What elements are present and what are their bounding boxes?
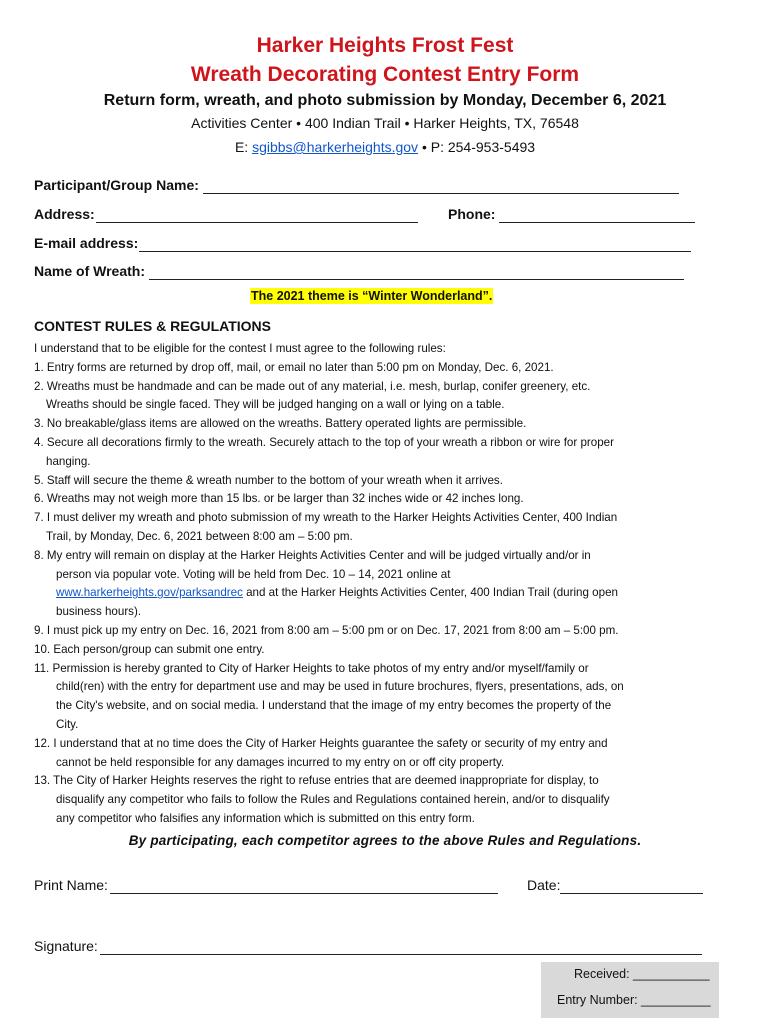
rules-heading: CONTEST RULES & REGULATIONS — [34, 318, 271, 334]
rule-6: 6. Wreaths may not weigh more than 15 lbs. or be larger than 32 inches wide or 42 inches long. — [34, 492, 524, 506]
rule-11-cont-3: City. — [56, 717, 79, 731]
contact-info — [0, 138, 770, 156]
address-label: Address: — [34, 206, 95, 222]
rule-5: 5. Staff will secure the theme & wreath number to the bottom of your wreath when it arrives. — [34, 473, 503, 487]
rule-4: 4. Secure all decorations firmly to the wreath. Securely attach to the top of your wreath a ribbon or wire for proper — [34, 435, 614, 449]
email-input-line[interactable] — [139, 237, 691, 252]
print-name-field — [34, 876, 498, 894]
date-field — [527, 876, 703, 894]
wreath-name-label: Name of Wreath: — [34, 263, 145, 279]
signature-label: Signature: — [34, 938, 98, 954]
agreement-statement: By participating, each competitor agrees to the above Rules and Regulations. — [128, 833, 642, 848]
form-title-contest: Wreath Decorating Contest Entry Form — [190, 63, 580, 86]
phone-label: Phone: — [448, 206, 496, 222]
rule-1: 1. Entry forms are returned by drop off, mail, or email no later than 5:00 pm on Monday, Dec. 6, 2021. — [34, 360, 554, 374]
theme-highlight: The 2021 theme is “Winter Wonderland”. — [251, 289, 493, 303]
rule-8-hours: business hours). — [56, 605, 142, 619]
email-label: E-mail address: — [34, 235, 139, 251]
activities-center-address: Activities Center • 400 Indian Trail • Harker Heights, TX, 76548 — [191, 115, 579, 131]
rule-9: 9. I must pick up my entry on Dec. 16, 2021 from 8:00 am – 5:00 pm or on Dec. 17, 2021 from 8:00 am – 5:00 pm. — [34, 623, 619, 637]
participant-field — [34, 176, 679, 194]
print-name-input-line[interactable] — [110, 879, 498, 894]
parks-rec-link[interactable]: www.harkerheights.gov/parksandrec — [56, 586, 243, 600]
rule-8: 8. My entry will remain on display at the Harker Heights Activities Center and will be judged virtually and/or in — [34, 548, 591, 562]
rule-4-cont: hanging. — [46, 454, 91, 468]
rule-13: 13. The City of Harker Heights reserves the right to refuse entries that are deemed inappropriate for display, to — [34, 774, 599, 788]
date-label: Date: — [527, 877, 561, 893]
rule-7: 7. I must deliver my wreath and photo submission of my wreath to the Harker Heights Activities Center, 400 Indian — [34, 511, 618, 525]
form-title-event: Harker Heights Frost Fest — [256, 34, 514, 57]
rules-list — [34, 340, 734, 829]
rule-2-cont: Wreaths should be single faced. They will be judged hanging on a wall or lying on a table. — [46, 398, 505, 412]
rule-12: 12. I understand that at no time does the City of Harker Heights guarantee the safety or security of my entry and — [34, 736, 608, 750]
office-use-box — [541, 962, 719, 1018]
email-prefix: E: — [234, 139, 253, 155]
rule-13-cont-2: any competitor who falsifies any information which is submitted on this entry form. — [56, 811, 475, 825]
participant-label: Participant/Group Name: — [34, 177, 199, 193]
phone-input-line[interactable] — [499, 208, 695, 223]
rules-intro: I understand that to be eligible for the contest I must agree to the following rules: — [34, 342, 446, 355]
received-field: Received: ___________ — [574, 967, 710, 981]
phone-field — [448, 205, 695, 223]
print-name-label: Print Name: — [34, 877, 108, 893]
address-field — [34, 205, 418, 223]
signature-input-line[interactable] — [100, 940, 702, 955]
rule-8-cont: person via popular vote. Voting will be held from Dec. 10 – 14, 2021 online at — [56, 567, 451, 581]
participant-input-line[interactable] — [203, 179, 679, 194]
rule-11: 11. Permission is hereby granted to City of Harker Heights to take photos of my entry and/or myself/family or — [34, 661, 589, 675]
rule-3: 3. No breakable/glass items are allowed on the wreaths. Battery operated lights are permissible. — [34, 417, 527, 431]
wreath-name-input-line[interactable] — [149, 265, 684, 280]
rule-8-location: and at the Harker Heights Activities Center, 400 Indian Trail (during open — [242, 586, 618, 600]
phone-number: • P: 254-953-5493 — [418, 139, 536, 155]
submission-deadline: Return form, wreath, and photo submission by Monday, December 6, 2021 — [103, 92, 667, 109]
email-link[interactable]: sgibbs@harkerheights.gov — [252, 139, 419, 155]
email-field — [34, 234, 691, 252]
signature-field — [34, 937, 702, 955]
rule-10: 10. Each person/group can submit one entry. — [34, 642, 265, 656]
rule-13-cont-1: disqualify any competitor who fails to follow the Rules and Regulations contained herein, and/or to disqualify — [56, 793, 610, 807]
address-input-line[interactable] — [96, 208, 418, 223]
date-input-line[interactable] — [560, 879, 703, 894]
rule-2: 2. Wreaths must be handmade and can be made out of any material, i.e. mesh, burlap, conifer greenery, etc. — [34, 379, 591, 393]
wreath-name-field — [34, 262, 684, 280]
rule-12-cont: cannot be held responsible for any damages incurred to my entry on or off city property. — [56, 755, 505, 769]
rule-11-cont-1: child(ren) with the entry for department use and may be used in future brochures, flyers, presentations, ads, on — [56, 680, 624, 694]
rule-8-link-line — [34, 584, 734, 603]
entry-number-field: Entry Number: __________ — [557, 993, 711, 1007]
rule-7-cont: Trail, by Monday, Dec. 6, 2021 between 8:00 am – 5:00 pm. — [46, 529, 353, 543]
rule-11-cont-2: the City's website, and on social media. I understand that the image of my entry becomes the property of the — [56, 699, 612, 713]
